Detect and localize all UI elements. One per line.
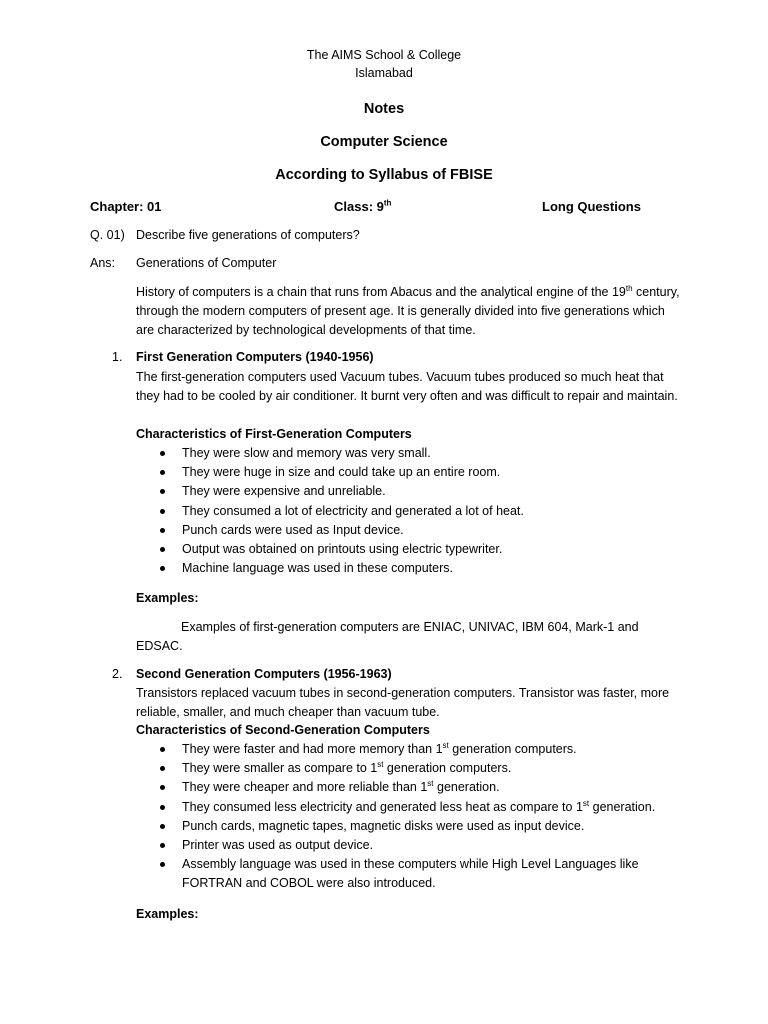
gen1-examples-label: Examples: (136, 591, 199, 605)
gen2-examples-label: Examples: (136, 907, 199, 921)
list-item: They were cheaper and more reliable than 1st generation. (136, 778, 696, 797)
list-item: They were expensive and unreliable. (136, 482, 696, 501)
question-label: Q. 01) (90, 228, 125, 242)
gen1-description: The first-generation computers used Vacuum tubes. Vacuum tubes produced so much heat that they had to be cooled by air conditioner. It burnt very often and was difficult to repair and maintain. (136, 370, 678, 403)
answer-label: Ans: (90, 256, 116, 270)
notes-title: Notes (363, 101, 405, 117)
answer-intro: History of computers is a chain that runs from Abacus and the analytical engine of the 19th century, through the modern computers of present age. It is generally divided into five generations which are characterized by technological developments of that time. (136, 283, 680, 337)
list-item: Punch cards were used as Input device. (136, 521, 696, 540)
gen2-characteristics-list (136, 740, 696, 893)
gen1-title: First Generation Computers (1940-1956) (136, 350, 374, 364)
gen2-number: 2. (112, 667, 123, 681)
gen2-description: Transistors replaced vacuum tubes in second-generation computers. Transistor was faster, more reliable, smaller, and much cheaper than vacuum tube. (136, 686, 670, 719)
chapter-label: Chapter: 01 (90, 199, 162, 214)
list-item: Machine language was used in these computers. (136, 559, 696, 578)
list-item: They were faster and had more memory than 1st generation computers. (136, 740, 696, 759)
gen1-number: 1. (112, 350, 123, 364)
gen2-title: Second Generation Computers (1956-1963) (136, 667, 392, 681)
gen1-examples-text: Examples of first-generation computers are ENIAC, UNIVAC, IBM 604, Mark-1 and EDSAC. (136, 620, 639, 653)
list-item: Printer was used as output device. (136, 836, 696, 855)
school-name: The AIMS School & College (306, 48, 462, 62)
subject-title: Computer Science (320, 134, 448, 150)
list-item: They were smaller as compare to 1st generation computers. (136, 759, 696, 778)
list-item: They were huge in size and could take up an entire room. (136, 463, 696, 482)
list-item: Output was obtained on printouts using electric typewriter. (136, 540, 696, 559)
answer-heading: Generations of Computer (136, 256, 277, 270)
class-label: Class: 9th (334, 198, 392, 214)
syllabus-title: According to Syllabus of FBISE (275, 167, 493, 183)
list-item: Assembly language was used in these computers while High Level Languages like FORTRAN and COBOL were also introduced. (136, 855, 696, 893)
gen2-characteristics-title: Characteristics of Second-Generation Computers (136, 723, 430, 737)
list-item: Punch cards, magnetic tapes, magnetic disks were used as input device. (136, 817, 696, 836)
school-city: Islamabad (355, 66, 413, 80)
gen1-characteristics-title: Characteristics of First-Generation Computers (136, 427, 412, 441)
list-item: They consumed a lot of electricity and generated a lot of heat. (136, 502, 696, 521)
gen1-characteristics-list (136, 444, 696, 578)
list-item: They consumed less electricity and generated less heat as compare to 1st generation. (136, 798, 696, 817)
question-text: Describe five generations of computers? (136, 228, 360, 242)
question-type-label: Long Questions (542, 199, 641, 214)
list-item: They were slow and memory was very small. (136, 444, 696, 463)
